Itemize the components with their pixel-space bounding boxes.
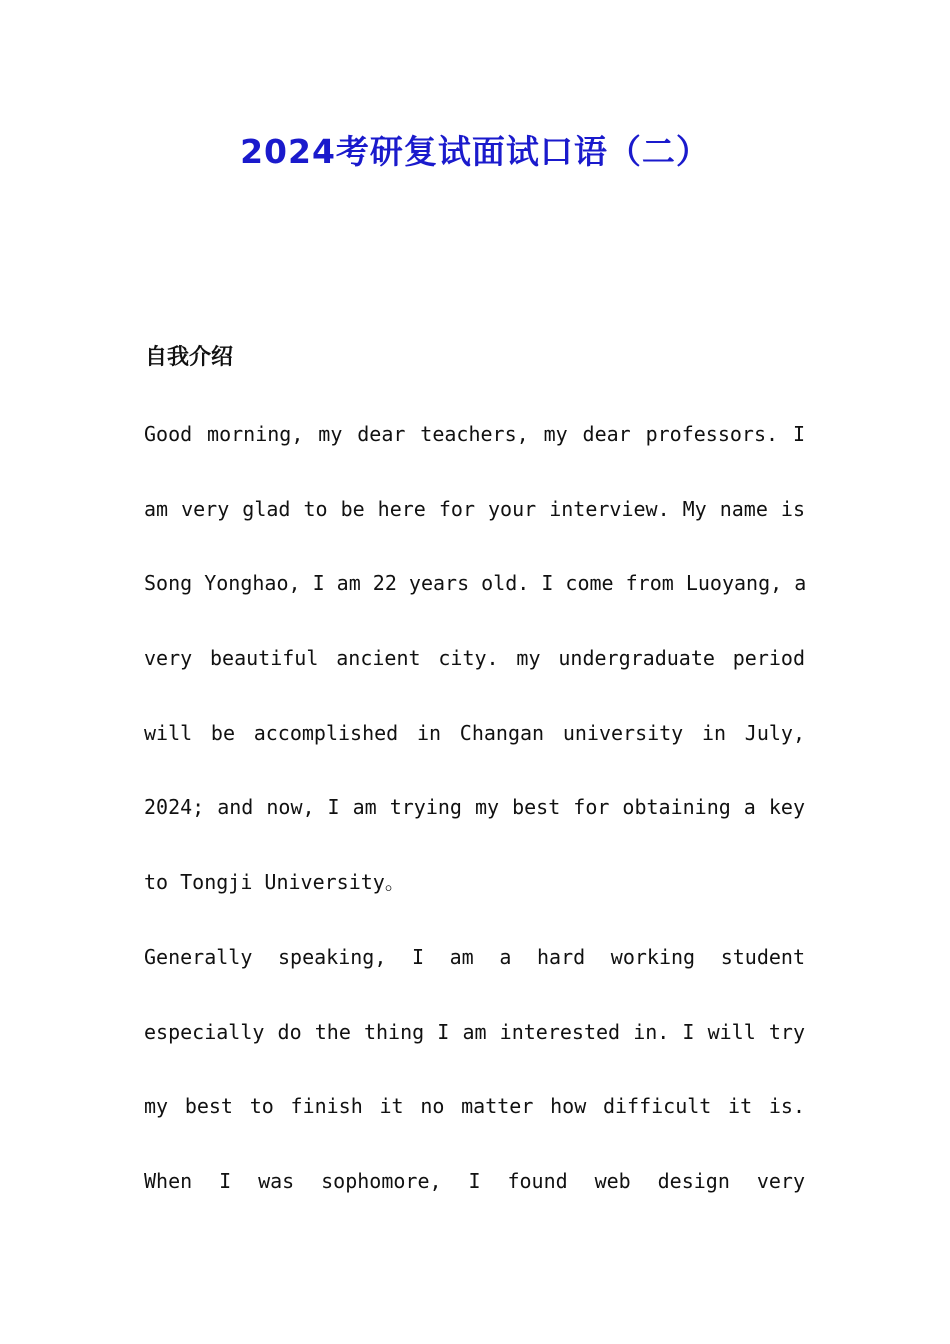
paragraph-line: to Tongji University。 — [144, 870, 405, 895]
document-title: 2024考研复试面试口语（二） — [240, 132, 710, 171]
paragraph-personality — [144, 937, 805, 1236]
paragraph-line: will be accomplished in Changan university in July, — [144, 720, 805, 745]
paragraph-line: my best to finish it no matter how difficult it is. — [144, 1094, 805, 1119]
paragraph-line: Generally speaking, I am a hard working student — [144, 945, 805, 969]
paragraph-line: Good morning, my dear teachers, my dear professors. I — [144, 422, 805, 446]
paragraph-line: especially do the thing I am interested in. I will try — [144, 1019, 805, 1044]
paragraph-line: am very glad to be here for your interview. My name is — [144, 496, 805, 521]
paragraph-line: 2024; and now, I am trying my best for obtaining a key — [144, 795, 805, 820]
section-heading: 自我介绍 — [145, 345, 234, 370]
paragraph-line: When I was sophomore, I found web design very — [144, 1169, 805, 1194]
paragraph-introduction — [144, 414, 805, 937]
paragraph-line: Song Yonghao, I am 22 years old. I come from Luoyang, a — [144, 571, 807, 596]
paragraph-line: very beautiful ancient city. my undergraduate period — [144, 646, 805, 671]
